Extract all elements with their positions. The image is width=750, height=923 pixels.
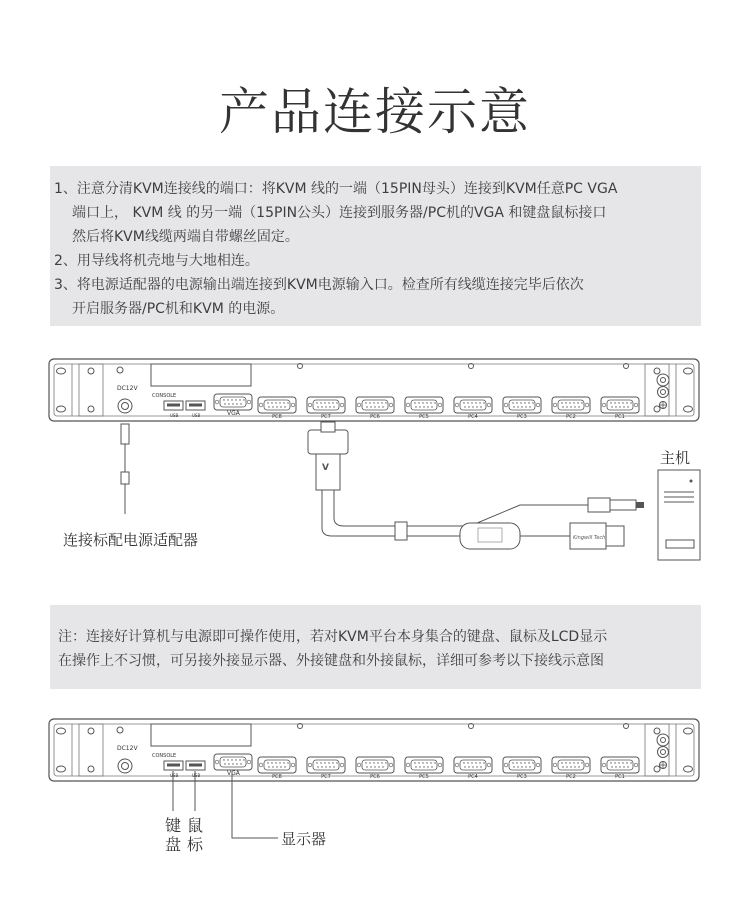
pc-port-pc8 <box>258 757 296 773</box>
dc12v-label: DC12V <box>117 385 138 392</box>
pc-port-label: PC6 <box>370 414 380 420</box>
note-line: 在操作上不习惯，可另接外接显示器、外接键盘和外接鼠标，详细可参考以下接线示意图 <box>58 653 604 669</box>
pc-port-label: PC7 <box>321 774 331 780</box>
pc-port-pc1 <box>601 757 639 773</box>
usb-label: USB <box>192 413 201 418</box>
usb-port <box>164 401 183 410</box>
pc-port-pc7 <box>307 757 345 773</box>
vga-label: VGA <box>227 770 240 777</box>
pc-port-pc1 <box>601 397 639 413</box>
kvm-rear-panel <box>49 359 699 421</box>
svg-text:V: V <box>322 463 329 473</box>
keyboard-label: 键 盘 <box>164 816 181 854</box>
pc-port-label: PC1 <box>615 414 625 420</box>
mouse-label: 鼠 标 <box>186 816 203 854</box>
adapter-caption: 连接标配电源适配器 <box>63 531 199 549</box>
instruction-line: 1、注意分清KVM连接线的端口：将KVM 线的一端（15PIN母头）连接到KVM任意PC VGA <box>54 181 618 197</box>
pc-port-label: PC4 <box>468 774 478 780</box>
pc-port-pc3 <box>503 757 541 773</box>
host-computer <box>658 470 700 560</box>
pc-port-label: PC7 <box>321 414 331 420</box>
note-line: 注：连接好计算机与电源即可操作使用，若对KVM平台本身集合的键盘、鼠标及LCD显示 <box>58 629 608 645</box>
vga-console-port <box>214 394 252 410</box>
pc-port-pc3 <box>503 397 541 413</box>
usb-label: USB <box>170 773 179 778</box>
pc-port-pc6 <box>356 397 394 413</box>
pc-port-label: PC6 <box>370 774 380 780</box>
pc-port-pc5 <box>405 757 443 773</box>
pc-port-label: PC8 <box>272 774 282 780</box>
pc-port-pc6 <box>356 757 394 773</box>
pc-port-label: PC3 <box>517 414 527 420</box>
monitor-label: 显示器 <box>281 830 327 848</box>
host-caption: 主机 <box>660 449 691 467</box>
vga-console-port <box>214 754 252 770</box>
pc-port-label: PC4 <box>468 414 478 420</box>
kvm-cable <box>308 422 644 549</box>
vga-label: VGA <box>227 410 240 417</box>
cable-brand: Kingwill Tech <box>573 535 606 541</box>
pc-port-pc4 <box>454 397 492 413</box>
pc-port-pc5 <box>405 397 443 413</box>
pc-port-label: PC5 <box>419 774 429 780</box>
instruction-line: 2、用导线将机壳地与大地相连。 <box>54 253 259 269</box>
pc-port-label: PC2 <box>566 414 576 420</box>
console-label: CONSOLE <box>152 393 177 399</box>
pc-port-label: PC5 <box>419 414 429 420</box>
usb-port <box>186 401 205 410</box>
pc-port-pc2 <box>552 757 590 773</box>
usb-label: USB <box>170 413 179 418</box>
instruction-line: 端口上， KVM 线 的另一端（15PIN公头）连接到服务器/PC机的VGA 和键盘鼠标接口 <box>72 205 607 221</box>
pc-port-pc2 <box>552 397 590 413</box>
pc-port-pc4 <box>454 757 492 773</box>
power-adapter-cable <box>121 424 129 514</box>
usb-label: USB <box>192 773 201 778</box>
instruction-line: 开启服务器/PC机和KVM 的电源。 <box>72 301 285 317</box>
pc-port-label: PC8 <box>272 414 282 420</box>
kvm-rear-panel-2 <box>49 719 699 781</box>
usb-port <box>186 761 205 770</box>
pc-port-pc7 <box>307 397 345 413</box>
console-label: CONSOLE <box>152 753 177 759</box>
pc-port-pc8 <box>258 397 296 413</box>
pc-port-label: PC3 <box>517 774 527 780</box>
dc12v-label: DC12V <box>117 745 138 752</box>
usb-port <box>164 761 183 770</box>
page-title: 产品连接示意 <box>219 83 531 141</box>
pc-port-label: PC1 <box>615 774 625 780</box>
instruction-line: 3、将电源适配器的电源输出端连接到KVM电源输入口。检查所有线缆连接完毕后依次 <box>54 277 584 293</box>
pc-port-label: PC2 <box>566 774 576 780</box>
instruction-line: 然后将KVM线缆两端自带螺丝固定。 <box>72 229 299 245</box>
